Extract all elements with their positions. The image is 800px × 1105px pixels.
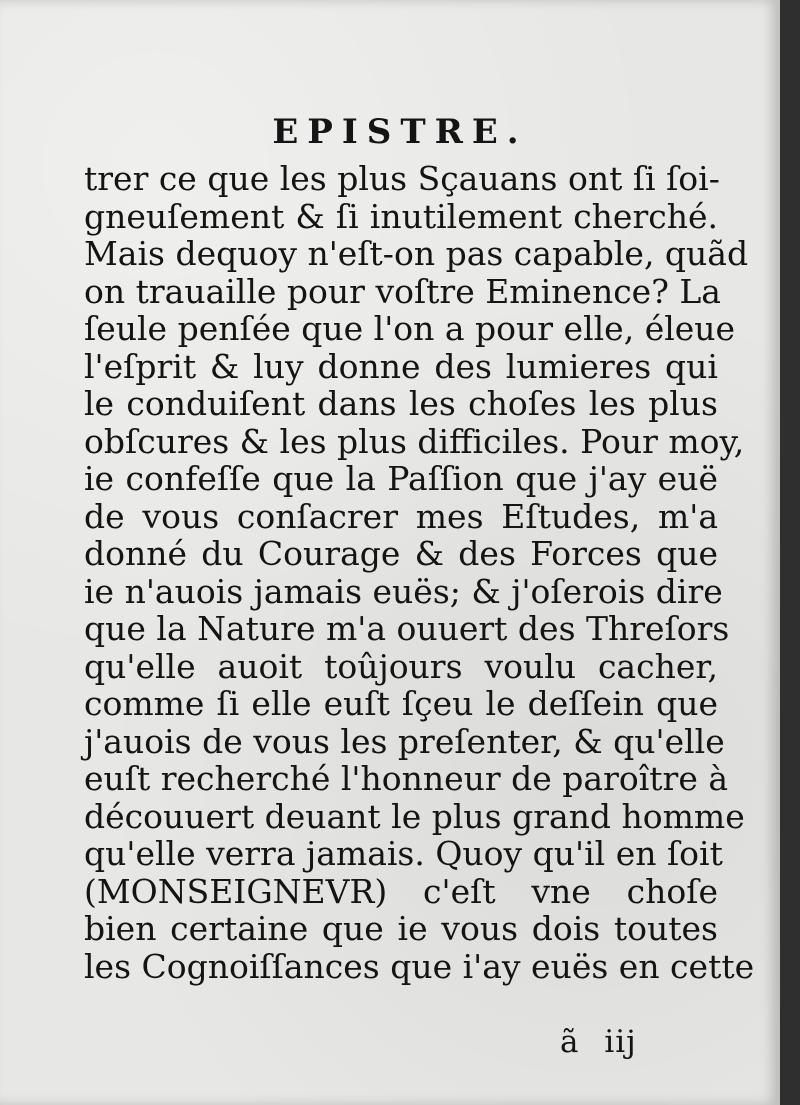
text-line: donné du Courage & des Forces que — [84, 534, 718, 573]
text-line: le conduiſent dans les choſes les plus — [84, 384, 718, 423]
text-line: ie confeſſe que la Paſſion que j'ay euë — [84, 459, 718, 498]
text-line: (MONSEIGNEVR) c'eſt vne choſe — [84, 871, 718, 911]
text-line: l'eſprit & luy donne des lumieres qui — [84, 346, 718, 386]
text-line: ie n'auois jamais euës; & j'oſerois dire — [84, 571, 723, 611]
text-line: de vous conſacrer mes Eſtudes, m'a — [84, 496, 718, 536]
text-line: les Cognoiſſances que i'ay euës en cette — [84, 946, 755, 986]
text-line: obſcures & les plus difficiles. Pour moy, — [84, 421, 745, 461]
text-line: ſeule penſée que l'on a pour elle, éleue — [84, 309, 736, 348]
text-line: comme ſi elle euſt ſçeu le deſſein que — [84, 684, 718, 723]
text-line: Mais dequoy n'eſt-on pas capable, quãd — [84, 234, 749, 273]
signature-mark: ã iij — [560, 1024, 637, 1060]
text-line: qu'elle auoit toûjours voulu cacher, — [84, 646, 718, 686]
text-line: euſt recherché l'honneur de paroître à — [84, 759, 729, 798]
text-line: on trauaille pour voſtre Eminence? La — [84, 271, 721, 311]
text-line: j'auois de vous les preſenter, & qu'elle — [84, 721, 725, 761]
text-line: gneuſement & ſi inutilement cherché. — [84, 196, 718, 236]
text-line: bien certaine que ie vous dois toutes — [84, 909, 718, 948]
text-line: qu'elle verra jamais. Quoy qu'il en ſoit — [84, 834, 723, 873]
text-line: trer ce que les plus Sçauans ont ſi ſoi- — [84, 159, 720, 198]
body-text — [84, 159, 755, 986]
running-head: EPISTRE. — [272, 112, 528, 152]
text-line: que la Nature m'a ouuert des Threſors — [84, 609, 730, 648]
text-line: découuert deuant le plus grand homme — [84, 796, 745, 836]
